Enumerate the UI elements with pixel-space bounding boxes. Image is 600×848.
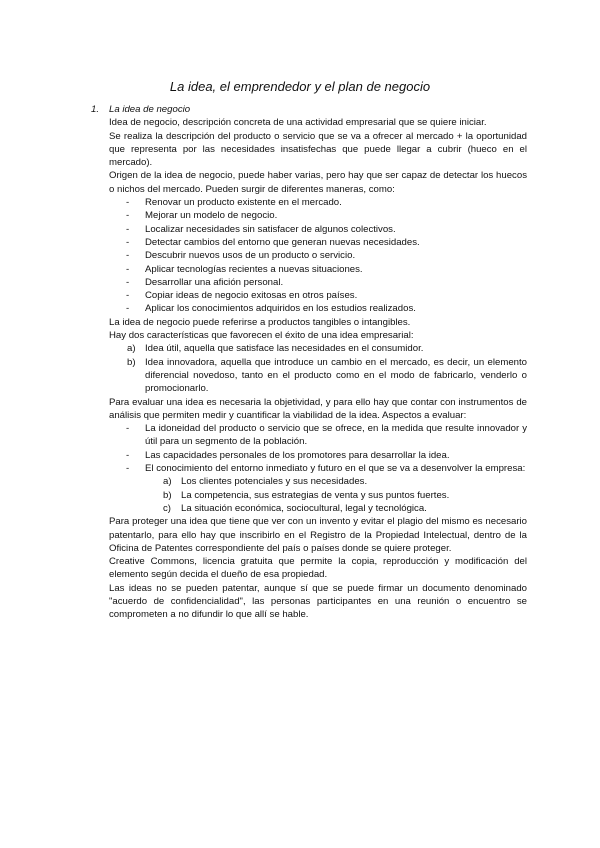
paragraph-tangible: La idea de negocio puede referirse a productos tangibles o intangibles. xyxy=(109,316,411,328)
list-item-text: Los clientes potenciales y sus necesidades. xyxy=(181,476,368,488)
section-heading xyxy=(91,103,527,116)
list-item-text: Idea innovadora, aquella que introduce un cambio en el mercado, es decir, un elemento diferencial novedoso, tanto en el producto como en el modo de fabricarlo, venderlo o promocionarlo. xyxy=(145,356,527,395)
letter-marker: c) xyxy=(163,502,171,514)
dash-marker: - xyxy=(126,276,130,288)
list-item xyxy=(109,302,527,315)
paragraph-description: Se realiza la descripción del producto o servicio que se va a ofrecer al mercado + la oportunidad que representa por las necesidades insatisfechas que puede llegar a cubrir (hueco en el mercado). xyxy=(109,130,527,169)
list-item xyxy=(109,462,527,475)
paragraph-definition: Idea de negocio, descripción concreta de una actividad empresarial que se quiere iniciar. xyxy=(109,117,487,129)
document-title: La idea, el emprendedor y el plan de negocio xyxy=(169,78,431,94)
list-item xyxy=(109,502,527,515)
list-item-text: Renovar un producto existente en el mercado. xyxy=(145,197,342,209)
list-item-text: Aplicar los conocimientos adquiridos en los estudios realizados. xyxy=(145,303,416,315)
letter-marker: a) xyxy=(127,343,136,355)
paragraph-origin: Origen de la idea de negocio, puede haber varias, pero hay que ser capaz de detectar los huecos o nichos del mercado. Pueden surgir de diferentes maneras, como: xyxy=(109,170,527,195)
dash-marker: - xyxy=(126,236,130,248)
dash-marker: - xyxy=(126,197,130,209)
letter-marker: b) xyxy=(163,489,172,501)
list-item-text: Detectar cambios del entorno que generan nuevas necesidades. xyxy=(145,236,420,248)
list-item-text: La competencia, sus estrategias de venta y sus puntos fuertes. xyxy=(181,489,450,501)
list-item-text: Descubrir nuevos usos de un producto o servicio. xyxy=(145,250,356,262)
list-item-text: Desarrollar una afición personal. xyxy=(145,276,284,288)
list-item xyxy=(109,489,527,502)
dash-marker: - xyxy=(126,423,130,435)
aspects-list xyxy=(109,422,527,475)
characteristics-list xyxy=(109,342,527,395)
list-item xyxy=(109,342,527,355)
list-item-text: Idea útil, aquella que satisface las necesidades en el consumidor. xyxy=(145,343,424,355)
document-body xyxy=(91,103,527,622)
dash-marker: - xyxy=(126,250,130,262)
list-item xyxy=(109,209,527,222)
dash-marker: - xyxy=(126,290,130,302)
list-item-text: Mejorar un modelo de negocio. xyxy=(145,210,278,222)
list-item xyxy=(109,289,527,302)
list-item-text: La situación económica, sociocultural, legal y tecnológica. xyxy=(181,502,427,514)
paragraph-patent: Para proteger una idea que tiene que ver con un invento y evitar el plagio del mismo es necesario patentarlo, para ello hay que inscribirlo en el Registro de la Propiedad Intelectual, dentro de la Oficina de Patentes correspondiente del país o países donde se quiere proteger. xyxy=(109,516,527,554)
list-item xyxy=(109,249,527,262)
letter-marker: a) xyxy=(163,476,172,488)
list-item-text: Aplicar tecnologías recientes a nuevas situaciones. xyxy=(145,263,363,275)
dash-marker: - xyxy=(126,303,130,315)
list-item-text: La idoneidad del producto o servicio que se ofrece, en la medida que resulte innovador y útil para un segmento de la población. xyxy=(145,423,527,448)
list-item xyxy=(109,196,527,209)
paragraph-creative-commons: Creative Commons, licencia gratuita que permite la copia, reproducción y modificación del elemento según decida el dueño de esa propiedad. xyxy=(109,556,527,581)
list-item xyxy=(109,422,527,449)
paragraph-confidentiality: Las ideas no se pueden patentar, aunque sí que se puede firmar un documento denominado "acuerdo de confidencialidad", las personas participantes en una reunión o encuentro se comprometen a no difundir lo que allí se hable. xyxy=(109,582,527,621)
dash-marker: - xyxy=(126,263,130,275)
list-item xyxy=(109,449,527,462)
list-item-text: Copiar ideas de negocio exitosas en otros países. xyxy=(145,290,358,302)
letter-marker: b) xyxy=(127,356,136,368)
paragraph-characteristics: Hay dos características que favorecen el éxito de una idea empresarial: xyxy=(109,330,414,342)
section-number: 1. xyxy=(91,104,100,115)
origins-list xyxy=(109,196,527,316)
list-item xyxy=(109,276,527,289)
section-title: La idea de negocio xyxy=(109,104,191,115)
list-item-text: Localizar necesidades sin satisfacer de algunos colectivos. xyxy=(145,223,396,235)
list-item-text: Las capacidades personales de los promotores para desarrollar la idea. xyxy=(145,449,450,461)
list-item xyxy=(109,236,527,249)
list-item xyxy=(109,263,527,276)
list-item xyxy=(109,223,527,236)
dash-marker: - xyxy=(126,449,130,461)
dash-marker: - xyxy=(126,223,130,235)
list-item xyxy=(109,475,527,488)
list-item xyxy=(109,356,527,396)
dash-marker: - xyxy=(126,463,130,475)
list-item-text: El conocimiento del entorno inmediato y futuro en el que se va a desenvolver la empresa: xyxy=(145,463,526,475)
dash-marker: - xyxy=(126,210,130,222)
environment-list xyxy=(109,475,527,515)
paragraph-evaluation: Para evaluar una idea es necesaria la objetividad, y para ello hay que contar con instrumentos de análisis que permiten medir y cuantificar la viabilidad de la idea. Aspectos a evaluar: xyxy=(109,396,527,421)
